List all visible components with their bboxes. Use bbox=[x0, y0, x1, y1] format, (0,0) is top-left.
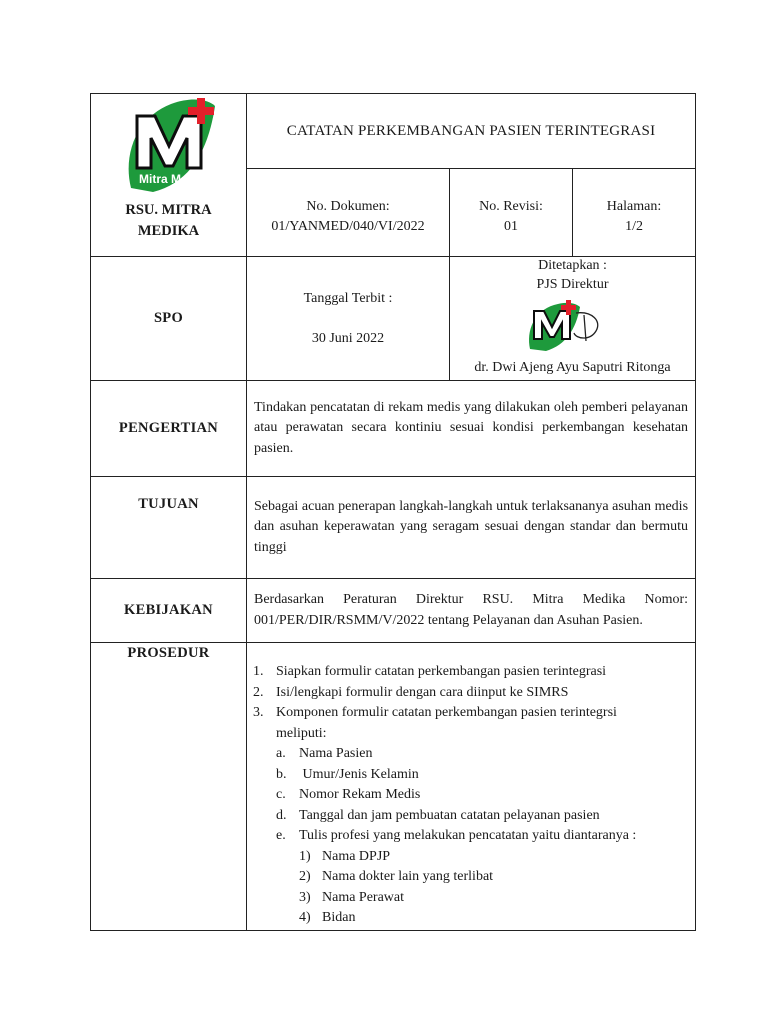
issue-date-value: 30 Juni 2022 bbox=[311, 330, 385, 346]
pengertian-label: PENGERTIAN bbox=[91, 381, 247, 477]
doc-number-value: 01/YANMED/040/VI/2022 bbox=[271, 219, 425, 234]
prosedur-content bbox=[247, 643, 696, 931]
procedure-subitem: e. Tulis profesi yang melakukan pencatatan yaitu diantaranya : bbox=[276, 828, 637, 843]
prosedur-label: PROSEDUR bbox=[91, 643, 247, 931]
document-title: CATATAN PERKEMBANGAN PASIEN TERINTEGRASI bbox=[247, 94, 696, 169]
pengertian-text: Tindakan pencatatan di rekam medis yang dilakukan oleh pemberi pelayanan atau perawatan secara kontiniu sesuai kondisi perkembangan kesehatan pasien. bbox=[247, 381, 696, 477]
procedure-subitem: d. Tanggal dan jam pembuatan catatan pelayanan pasien bbox=[276, 807, 600, 823]
revision-cell: No. Revisi: 01 bbox=[450, 169, 573, 257]
revision-value: 01 bbox=[504, 219, 518, 234]
procedure-step: 3. Komponen formulir catatan perkembangan pasien terintegrsi meliputi: bbox=[253, 705, 617, 741]
approver-name: dr. Dwi Ajeng Ayu Saputri Ritonga bbox=[474, 360, 671, 375]
logo-cell bbox=[91, 94, 247, 257]
approved-label: Ditetapkan : bbox=[538, 258, 607, 273]
page-value: 1/2 bbox=[625, 219, 643, 234]
signature-stamp-icon bbox=[526, 299, 606, 353]
issue-date-cell: Tanggal Terbit : 30 Juni 2022 bbox=[247, 257, 450, 381]
procedure-subitem: c. Nomor Rekam Medis bbox=[276, 787, 421, 802]
procedure-subitem: b. Umur/Jenis Kelamin bbox=[276, 766, 419, 782]
procedure-subsubitem: 1) Nama DPJP bbox=[299, 848, 391, 864]
procedure-step: 1. Siapkan formulir catatan perkembangan pasien terintegrasi bbox=[253, 664, 607, 679]
tujuan-text: Sebagai acuan penerapan langkah-langkah untuk terlaksananya asuhan medis dan asuhan keperawatan yang seragam sesuai dengan standar dan bermutu tinggi bbox=[247, 477, 696, 579]
procedure-subitem: a. Nama Pasien bbox=[276, 746, 373, 761]
procedure-step: 2. Isi/lengkapi formulir dengan cara diinput ke SIMRS bbox=[253, 684, 569, 700]
kebijakan-label: KEBIJAKAN bbox=[91, 579, 247, 643]
spo-label: SPO bbox=[91, 257, 247, 381]
logo-text: Mitra Medika bbox=[139, 172, 212, 186]
spo-document-table bbox=[90, 93, 696, 931]
hospital-logo-icon bbox=[123, 96, 219, 196]
approval-cell bbox=[450, 257, 696, 381]
kebijakan-text: Berdasarkan Peraturan Direktur RSU. Mitra Medika Nomor: 001/PER/DIR/RSMM/V/2022 tentang Pelayanan dan Asuhan Pasien. bbox=[247, 579, 696, 643]
approver-title: PJS Direktur bbox=[536, 277, 609, 292]
tujuan-label: TUJUAN bbox=[91, 477, 247, 579]
procedure-list bbox=[247, 662, 695, 929]
procedure-subsubitem: 2) Nama dokter lain yang terlibat bbox=[299, 869, 494, 884]
hospital-name: RSU. MITRA MEDIKA bbox=[125, 202, 212, 239]
doc-number-cell: No. Dokumen: 01/YANMED/040/VI/2022 bbox=[247, 169, 450, 257]
page-cell: Halaman: 1/2 bbox=[573, 169, 696, 257]
procedure-subsubitem: 3) Nama Perawat bbox=[299, 889, 405, 905]
procedure-subsubitem: 4) Bidan bbox=[299, 910, 356, 925]
